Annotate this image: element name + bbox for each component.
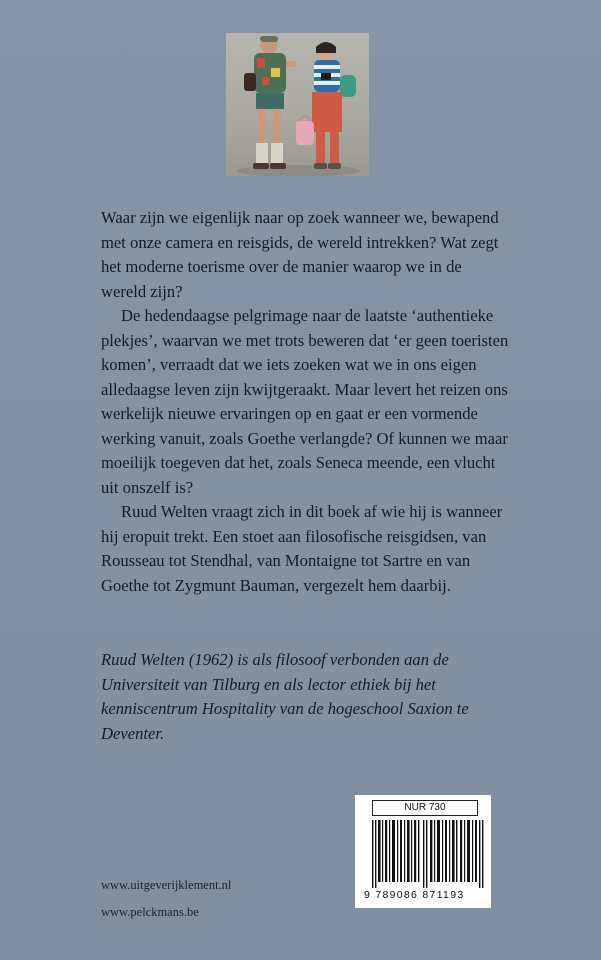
- barcode-bars: [372, 820, 484, 888]
- publisher-link-klement[interactable]: www.uitgeverijklement.nl: [101, 878, 232, 892]
- publisher-link-pelckmans[interactable]: www.pelckmans.be: [101, 905, 199, 919]
- author-bio: Ruud Welten (1962) is als filosoof verbonden aan de Universiteit van Tilburg en als lector ethiek bij het kenniscentrum Hospitality van de hogeschool Saxion te Deventer.: [101, 650, 469, 743]
- blurb-paragraph-2: De hedendaagse pelgrimage naar de laatste ‘authentieke plekjes’, waarvan we met trots beweren dat ‘er geen toeristen komen’, verraadt dat we iets zoeken wat we in ons eigen alledaagse leven zijn kwijtgeraakt. Maar levert het reizen ons werkelijk nieuwe ervaringen op en gaat er een vormende werking vanuit, zoals Goethe verlangde? Of kunnen we maar moeilijk toegeven dat het, zoals Seneca meende, een vlucht uit onszelf is?: [101, 306, 509, 497]
- blurb-paragraph-3: Ruud Welten vraagt zich in dit boek af wie hij is wanneer hij eropuit trekt. Een stoet aan filosofische reisgidsen, van Rousseau tot Stendhal, van Montaigne tot Sartre en van Goethe tot Zygmunt Bauman, vergezelt hem daarbij.: [101, 502, 503, 595]
- tourists-photo: [226, 33, 369, 176]
- nur-label: NUR 730: [372, 800, 478, 816]
- blurb-text: [101, 206, 511, 598]
- isbn-digits: 9 789086 871193: [364, 889, 465, 901]
- blurb-paragraph-1: Waar zijn we eigenlijk naar op zoek wanneer we, bewapend met onze camera en reisgids, de wereld intrekken? Wat zegt het moderne toerisme over de manier waarop we in de wereld zijn?: [101, 208, 499, 301]
